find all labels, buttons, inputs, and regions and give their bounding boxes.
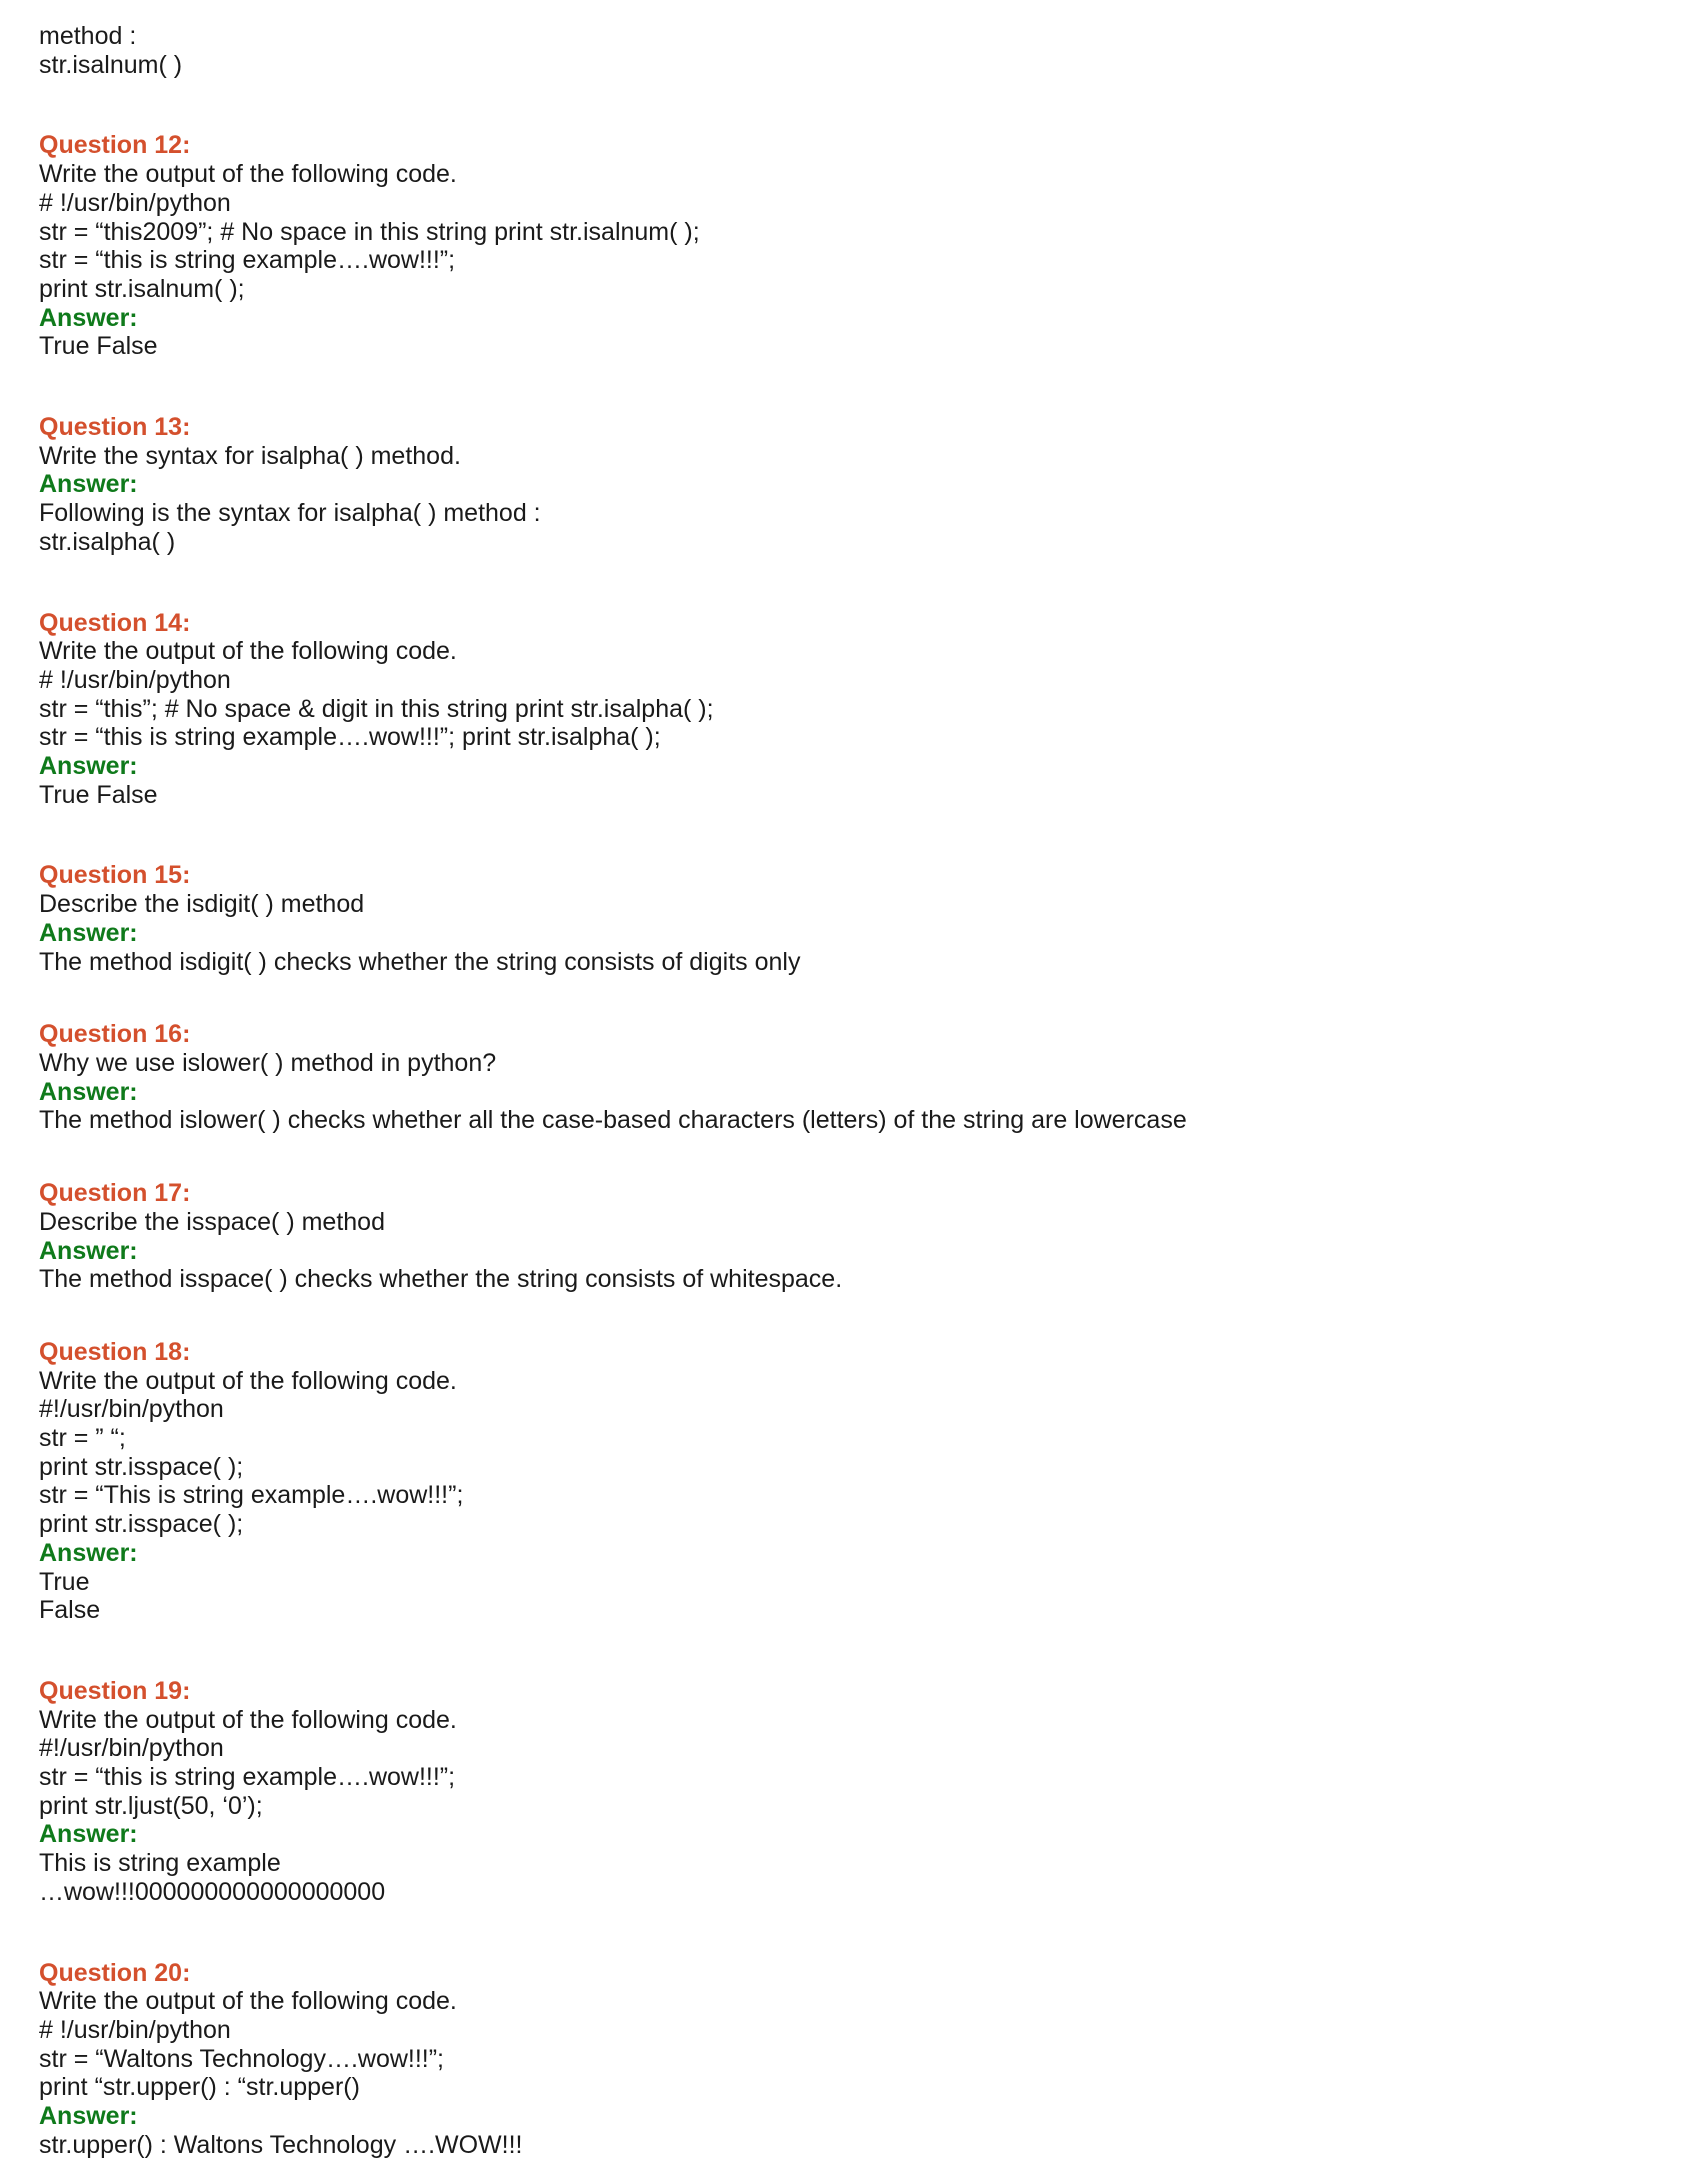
answer-text: The method isdigit( ) checks whether the string consists of digits only (39, 947, 801, 976)
answer-text: str.isalpha( ) (39, 527, 176, 556)
section-spacer (39, 1625, 1659, 1677)
question-text: print str.isalnum( ); (39, 274, 245, 303)
answer-label: Answer: (39, 1820, 138, 1849)
section-spacer (39, 1135, 1659, 1179)
answer-text: True False (39, 780, 158, 809)
section-spacer (39, 361, 1659, 413)
question-block (39, 1020, 1659, 1135)
question-block (39, 1677, 1659, 1907)
question-text: #!/usr/bin/python (39, 1734, 224, 1763)
question-block (39, 609, 1659, 810)
question-text: Write the output of the following code. (39, 1987, 457, 2016)
question-text: Describe the isdigit( ) method (39, 890, 365, 919)
question-text: str = “This is string example….wow!!!”; (39, 1481, 464, 1510)
question-text: Describe the isspace( ) method (39, 1207, 385, 1236)
answer-label: Answer: (39, 752, 138, 781)
intro-line: str.isalnum( ) (39, 50, 183, 79)
question-label: Question 12: (39, 131, 191, 160)
question-block (39, 1179, 1659, 1294)
question-text: # !/usr/bin/python (39, 188, 231, 217)
question-label: Question 14: (39, 608, 191, 637)
question-text: str = “this is string example….wow!!!”; print str.isalpha( ); (39, 723, 661, 752)
question-text: Write the output of the following code. (39, 637, 457, 666)
question-label: Question 18: (39, 1337, 191, 1366)
question-text: print str.isspace( ); (39, 1452, 244, 1481)
section-spacer (39, 79, 1659, 131)
section-spacer (39, 809, 1659, 861)
section-spacer (39, 557, 1659, 609)
question-block (39, 861, 1659, 976)
question-text: Write the syntax for isalpha( ) method. (39, 441, 461, 470)
question-text: print str.isspace( ); (39, 1510, 244, 1539)
question-text: Write the output of the following code. (39, 1366, 457, 1395)
question-text: str = “this2009”; # No space in this string print str.isalnum( ); (39, 217, 700, 246)
intro-line: method : (39, 22, 137, 50)
answer-text: This is string example (39, 1849, 281, 1878)
answer-text: The method islower( ) checks whether all the case-based characters (letters) of the string are lowercase (39, 1106, 1187, 1135)
section-spacer (39, 1907, 1659, 1959)
answer-label: Answer: (39, 1236, 138, 1265)
question-block (39, 131, 1659, 361)
question-block (39, 1338, 1659, 1625)
question-text: str = “this is string example….wow!!!”; (39, 246, 456, 275)
question-text: str = “Waltons Technology….wow!!!”; (39, 2044, 445, 2073)
answer-label: Answer: (39, 1538, 138, 1567)
answer-label: Answer: (39, 1077, 138, 1106)
answer-label: Answer: (39, 303, 138, 332)
question-text: #!/usr/bin/python (39, 1395, 224, 1424)
question-block (39, 413, 1659, 557)
question-text: # !/usr/bin/python (39, 665, 231, 694)
answer-text: Following is the syntax for isalpha( ) method : (39, 499, 541, 528)
question-label: Question 17: (39, 1179, 191, 1208)
answer-label: Answer: (39, 2102, 138, 2131)
question-text: print str.ljust(50, ‘0’); (39, 1791, 263, 1820)
question-text: Why we use islower( ) method in python? (39, 1048, 497, 1077)
question-text: Write the output of the following code. (39, 1705, 457, 1734)
question-label: Question 15: (39, 861, 191, 890)
answer-text: str.upper() : Waltons Technology ….WOW!!! (39, 2130, 523, 2159)
section-spacer (39, 1294, 1659, 1338)
answer-text: …wow!!!000000000000000000 (39, 1877, 386, 1906)
question-label: Question 20: (39, 1958, 191, 1987)
questions-list (39, 79, 1659, 2159)
question-text: Write the output of the following code. (39, 160, 457, 189)
document-page (39, 22, 1659, 2159)
answer-text: False (39, 1596, 101, 1625)
question-text: str = “this is string example….wow!!!”; (39, 1763, 456, 1792)
answer-text: True False (39, 332, 158, 361)
answer-label: Answer: (39, 470, 138, 499)
question-text: str = “this”; # No space & digit in this string print str.isalpha( ); (39, 694, 714, 723)
question-block (39, 1959, 1659, 2159)
answer-text: True (39, 1567, 90, 1596)
section-spacer (39, 976, 1659, 1020)
question-label: Question 16: (39, 1020, 191, 1049)
question-label: Question 13: (39, 413, 191, 442)
question-text: str = ” “; (39, 1424, 126, 1453)
question-text: print “str.upper() : “str.upper() (39, 2073, 360, 2102)
answer-label: Answer: (39, 918, 138, 947)
answer-text: The method isspace( ) checks whether the string consists of whitespace. (39, 1265, 843, 1294)
question-text: # !/usr/bin/python (39, 2015, 231, 2044)
intro-block (39, 22, 1659, 79)
question-label: Question 19: (39, 1676, 191, 1705)
